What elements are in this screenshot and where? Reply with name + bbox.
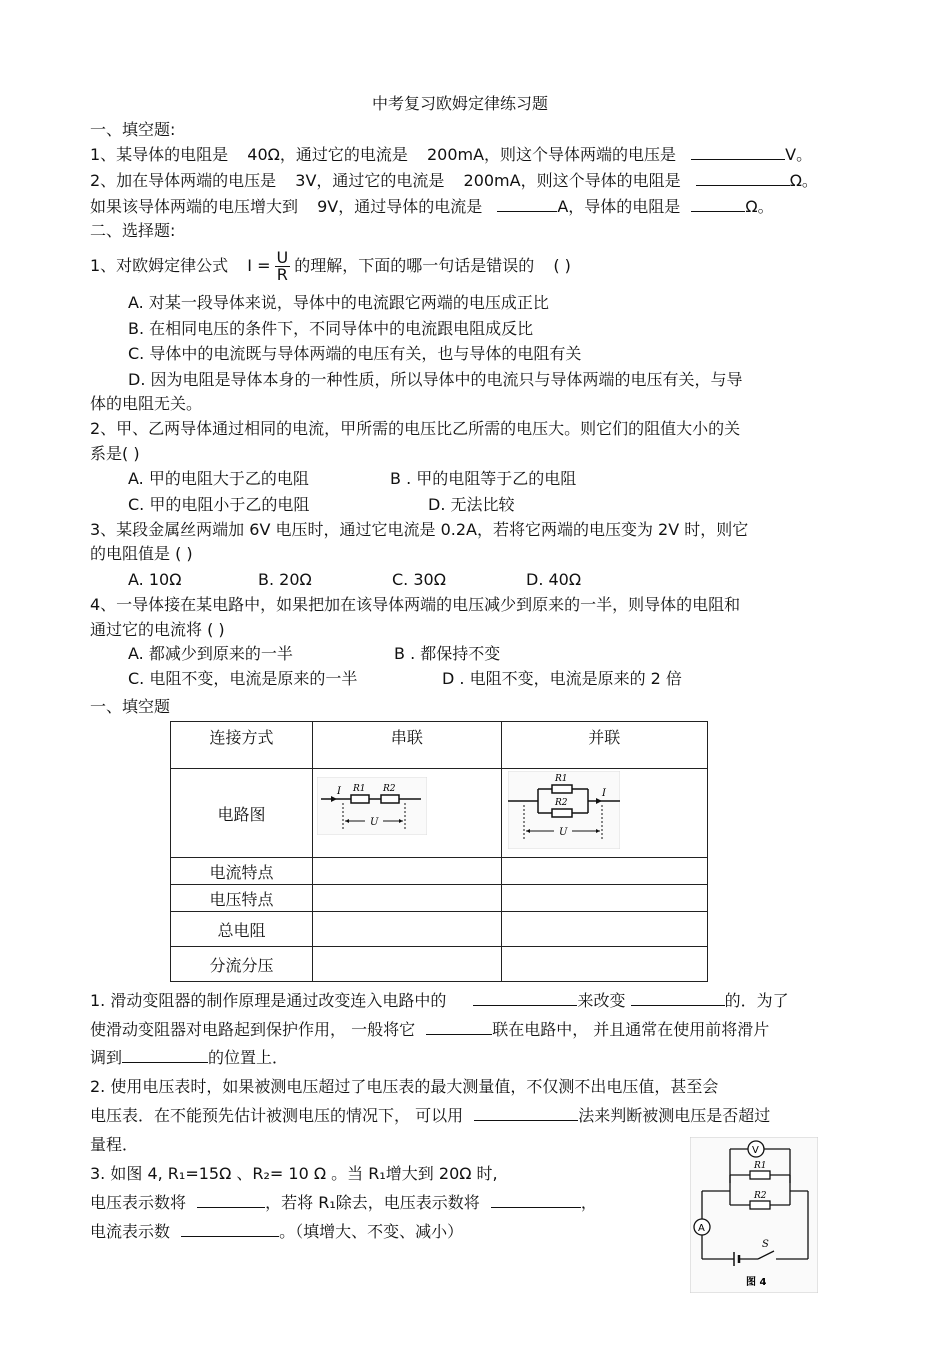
formula-fraction [275, 250, 291, 283]
table-row-label: 总电阻 [171, 912, 313, 947]
s1-q2 [90, 171, 818, 191]
s4-q1-b: 来改变 [577, 991, 626, 1010]
table-row-label: 电流特点 [171, 858, 313, 885]
s4-q1-c: 的．为了 [724, 991, 789, 1010]
page-title: 中考复习欧姆定律练习题 [372, 94, 549, 113]
s2-q1-pre: 1、对欧姆定律公式 [90, 256, 229, 275]
s2-q3-stem: 3、某段金属丝两端加 6V 电压时，通过它电流是 0.2A，若将它两端的电压变为 2V 时，则它 [90, 520, 749, 539]
formula-denominator: R [276, 265, 288, 284]
r2-label: R2 [383, 784, 396, 794]
r1-label: R1 [554, 774, 568, 784]
answer-blank[interactable] [691, 145, 785, 160]
figure-4-circuit [690, 1137, 818, 1293]
s4-q3-d: ， [580, 1193, 597, 1212]
voltage-label: U [558, 827, 568, 838]
s2-q1-bracket: ( ) [553, 256, 571, 275]
section1-heading: 一、填空题: [90, 120, 176, 139]
series-circuit-cell [313, 769, 501, 858]
s4-q2-line3: 量程． [90, 1135, 139, 1154]
section3-heading: 一、填空题 [90, 697, 171, 716]
s4-q1-d: 使滑动变阻器对电路起到保护作用， 一般将它 [90, 1020, 416, 1039]
table-cell[interactable] [501, 912, 707, 947]
s1-q2-d: Ω。 [789, 171, 818, 190]
table-cell[interactable] [501, 885, 707, 912]
s2-q3-stem-cont: 的电阻值是 ( ) [90, 544, 193, 563]
s1-q2b-b: 9V，通过导体的电流是 [317, 197, 483, 216]
s4-q1-e: 联在电路中， 并且通常在使用前将滑片 [492, 1020, 770, 1039]
s2-q3-option-d: D. 40Ω [526, 570, 582, 589]
section2-heading: 二、选择题: [90, 221, 176, 240]
answer-blank[interactable] [696, 171, 790, 186]
s4-q3-b: 电压表示数将 [90, 1193, 187, 1212]
circuit-comparison-table [170, 721, 708, 982]
table-cell[interactable] [313, 885, 501, 912]
table-cell[interactable] [313, 947, 501, 982]
s1-q2-a: 2、加在导体两端的电压是 [90, 171, 277, 190]
s4-q1-g: 的位置上． [208, 1048, 289, 1067]
s2-q4-option-b: B . 都保持不变 [394, 644, 501, 663]
s2-q2-option-b: B . 甲的电阻等于乙的电阻 [390, 469, 577, 488]
r1-label: R1 [353, 784, 366, 794]
voltmeter-label: V [752, 1145, 759, 1156]
answer-blank[interactable] [426, 1020, 492, 1035]
r1-label: R1 [754, 1161, 767, 1171]
s4-q2-line2 [90, 1106, 770, 1126]
answer-blank[interactable] [122, 1048, 208, 1063]
current-label: I [337, 786, 342, 797]
s2-q1-option-d: D. 因为电阻是导体本身的一种性质，所以导体中的电流只与导体两端的电压有关，与导 [128, 370, 743, 389]
s2-q1-option-b: B. 在相同电压的条件下，不同导体中的电流跟电阻成反比 [128, 319, 534, 338]
s2-q2-stem: 2、甲、乙两导体通过相同的电流，甲所需的电压比乙所需的电压大。则它们的阻值大小的关 [90, 419, 741, 438]
s2-q2-option-d: D. 无法比较 [428, 495, 515, 514]
s4-q3-line1: 3. 如图 4, R₁=15Ω 、R₂= 10 Ω 。当 R₁增大到 20Ω 时, [90, 1164, 498, 1183]
s1-q2b-c: A，导体的电阻是 [557, 197, 681, 216]
s4-q3-f: 。（填增大、不变、减小） [279, 1222, 464, 1241]
s2-q2-option-a: A. 甲的电阻大于乙的电阻 [128, 469, 309, 488]
s2-q4-stem-cont: 通过它的电流将 ( ) [90, 620, 225, 639]
s2-q2-option-c: C. 甲的电阻小于乙的电阻 [128, 495, 310, 514]
ammeter-label: A [698, 1223, 705, 1234]
answer-blank[interactable] [473, 991, 577, 1006]
s2-q4-option-a: A. 都减少到原来的一半 [128, 644, 293, 663]
series-circuit-diagram [317, 777, 427, 835]
table-header-cell: 串联 [313, 722, 501, 769]
table-row-label: 电路图 [171, 769, 313, 858]
s1-q1-b: 40Ω，通过它的电流是 [247, 145, 408, 164]
s4-q3-line3 [90, 1222, 463, 1242]
r2-label: R2 [554, 798, 568, 808]
s4-q2-b: 电压表．在不能预先估计被测电压的情况下， 可以用 [90, 1106, 464, 1125]
s2-q3-option-c: C. 30Ω [392, 570, 446, 589]
table-cell[interactable] [501, 947, 707, 982]
s2-q4-option-d: D . 电阻不变，电流是原来的 2 倍 [442, 669, 682, 688]
s1-q2-c: 200mA，则这个导体的电阻是 [463, 171, 681, 190]
formula-lhs: I = [247, 256, 271, 275]
s4-q3-line2 [90, 1193, 597, 1213]
s1-q1-c: 200mA，则这个导体两端的电压是 [426, 145, 677, 164]
figure-caption: 图 4 [746, 1277, 767, 1288]
s2-q3-option-b: B. 20Ω [258, 570, 312, 589]
s4-q1-line2 [90, 1020, 769, 1040]
s2-q1-option-a: A. 对某一段导体来说，导体中的电流跟它两端的电压成正比 [128, 293, 549, 312]
parallel-circuit-cell [501, 769, 707, 858]
s4-q2-line1: 2. 使用电压表时，如果被测电压超过了电压表的最大测量值，不仅测不出电压值，甚至会 [90, 1077, 719, 1096]
s1-q2b-d: Ω。 [745, 197, 774, 216]
s2-q1-option-c: C. 导体中的电流既与导体两端的电压有关，也与导体的电阻有关 [128, 344, 582, 363]
answer-blank[interactable] [197, 1193, 265, 1208]
answer-blank[interactable] [691, 197, 745, 212]
s2-q2-stem-cont: 系是( ) [90, 444, 140, 463]
table-cell[interactable] [313, 912, 501, 947]
answer-blank[interactable] [474, 1106, 578, 1121]
switch-label: S [762, 1239, 769, 1250]
s4-q1-line1 [90, 991, 789, 1011]
s4-q1-f: 调到 [90, 1048, 123, 1067]
s1-q2b [90, 197, 774, 217]
s2-q3-option-a: A. 10Ω [128, 570, 182, 589]
s4-q1-line3 [90, 1048, 288, 1068]
s2-q4-stem: 4、一导体接在某电路中，如果把加在该导体两端的电压减少到原来的一半，则导体的电阻和 [90, 595, 741, 614]
s1-q2b-a: 如果该导体两端的电压增大到 [90, 197, 299, 216]
voltage-label: U [370, 817, 379, 828]
s4-q3-e: 电流表示数 [90, 1222, 171, 1241]
s1-q1-a: 1、某导体的电阻是 [90, 145, 229, 164]
s1-q1 [90, 145, 812, 165]
answer-blank[interactable] [631, 991, 725, 1006]
s4-q3-c: ，若将 R₁除去，电压表示数将 [265, 1193, 480, 1212]
table-row-label: 电压特点 [171, 885, 313, 912]
s1-q2-b: 3V，通过它的电流是 [295, 171, 445, 190]
answer-blank[interactable] [497, 197, 557, 212]
table-header-cell: 连接方式 [171, 722, 313, 769]
table-row-label: 分流分压 [171, 947, 313, 982]
r2-label: R2 [754, 1191, 767, 1201]
answer-blank[interactable] [181, 1222, 279, 1237]
s4-q2-c: 法来判断被测电压是否超过 [578, 1106, 771, 1125]
table-cell[interactable] [313, 858, 501, 885]
s2-q1-post: 的理解，下面的哪一句话是错误的 [294, 256, 535, 275]
s2-q1-stem [90, 248, 571, 284]
formula-numerator: U [276, 248, 289, 267]
table-header-cell: 并联 [501, 722, 707, 769]
s2-q1-option-d-cont: 体的电阻无关。 [90, 394, 203, 413]
answer-blank[interactable] [491, 1193, 581, 1208]
parallel-circuit-diagram [508, 771, 620, 849]
s1-q1-d: V。 [785, 145, 813, 164]
s2-q4-option-c: C. 电阻不变，电流是原来的一半 [128, 669, 358, 688]
s4-q1-a: 1. 滑动变阻器的制作原理是通过改变连入电路中的 [90, 991, 447, 1010]
current-label: I [601, 788, 606, 799]
table-cell[interactable] [501, 858, 707, 885]
